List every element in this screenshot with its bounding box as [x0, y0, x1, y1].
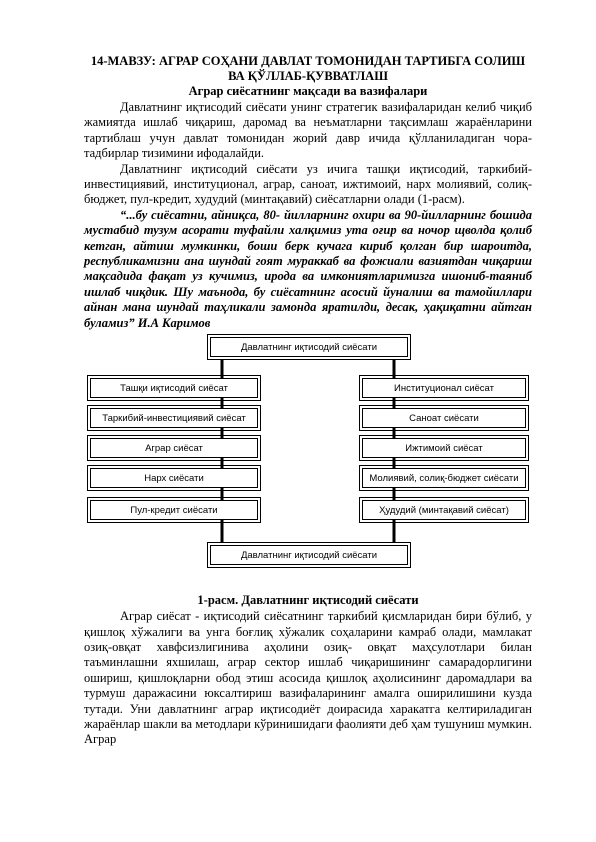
- section-subtitle: Аграр сиёсатнинг мақсади ва вазифалари: [188, 84, 428, 98]
- diagram-right-box-1: Институционал сиёсат: [362, 378, 526, 398]
- diagram-left-box-3: Аграр сиёсат: [90, 438, 258, 458]
- diagram-left-box-5: Пул-кредит сиёсати: [90, 500, 258, 520]
- diagram-left-box-4: Нарх сиёсати: [90, 468, 258, 488]
- paragraph-3: Аграр сиёсат - иқтисодий сиёсатнинг таркибий қисмларидан бири бўлиб, у қишлоқ хўжалиги ва унга боғлиқ хўжалик соҳаларини камраб олади, мамлакат озиқ-овқат хавфсизлигинива аҳолини озиқ- овқат маҳсулотлари билан таъминлашни яхшилаш, аграр сектор ишлаб чиқаришининг самарадорлигини ошириш, қишлоқларни обод этиш асосида қишлоқ аҳолисининг даромадлари ва турмуш даражасини юксалтириш вазифаларининг амалга оширилишини кузда тутади. Уни давлатнинг аграр иқтисодиёт доирасида харакатга келтириладиган жараёнлар шакли ва методлари кўринишидаги фаолияти деб ҳам тушуниш мумкин. Аграр: [84, 609, 532, 747]
- document-page: [84, 54, 532, 748]
- diagram-left-box-2: Таркибий-инвестициявий сиёсат: [90, 408, 258, 428]
- diagram-right-box-3: Ижтимоий сиёсат: [362, 438, 526, 458]
- diagram-bottom-box: Давлатнинг иқтисодий сиёсати: [210, 545, 408, 565]
- diagram-right-box-5: Ҳудудий (минтақавий сиёсат): [362, 500, 526, 520]
- diagram-top-box: Давлатнинг иқтисодий сиёсати: [210, 337, 408, 357]
- diagram-right-box-2: Саноат сиёсати: [362, 408, 526, 428]
- figure-caption: 1-расм. Давлатнинг иқтисодий сиёсати: [197, 593, 419, 608]
- paragraph-2: Давлатнинг иқтисодий сиёсати уз ичига ташқи иқтисодий, таркибий-инвестициявий, институционал, аграр, саноат, ижтимоий, нарх молиявий, солиқ-бюджет, пул-кредит, худудий (минтақавий) сиёсатларни олади (1-расм).: [84, 161, 532, 207]
- topic-title: 14-МАВЗУ: АГРАР СОҲАНИ ДАВЛАТ ТОМОНИДАН ТАРТИБГА СОЛИШ ВА ҚЎЛЛАБ-ҚУВВАТЛАШ: [90, 54, 526, 83]
- diagram-right-box-4: Молиявий, солиқ-бюджет сиёсати: [362, 468, 526, 488]
- quote-paragraph: “...бу сиёсатни, айниқса, 80- йилларнинг охири ва 90-йилларнинг бошида мустабид тузум асорати туфайли халқимиз ута оғир ва ночор щволда қолиб кетган, айтиш мумкинки, боши берк кучага кириб қолган бир шароитда, республикамизни ана шундай гоят мураккаб ва фожиали вазиятдан чиқариш мақсадида фақат уз кучимиз, ирода ва имкониятларимизга ишониб-таяниб ишлаб чиқдик. Шу маънода, бу сиёсатнинг асосий йуналиш ва тамойиллари айнан мана шундай таҳликали замонда яратилди, десак, ҳақиқатни айтган буламиз” И.А Каримов: [84, 207, 532, 330]
- policy-diagram: [84, 333, 532, 591]
- diagram-left-box-1: Ташқи иқтисодий сиёсат: [90, 378, 258, 398]
- paragraph-1: Давлатнинг иқтисодий сиёсати унинг стратегик вазифаларидан келиб чиқиб жамиятда ишлаб чиқариш, даромад ва неъматларни тақсимлаш жараёнларини тартиблаш учун давлат томонидан жорий давр ичида қўлланиладиган чора-тадбирлар тизимини ифодалайди.: [84, 100, 532, 161]
